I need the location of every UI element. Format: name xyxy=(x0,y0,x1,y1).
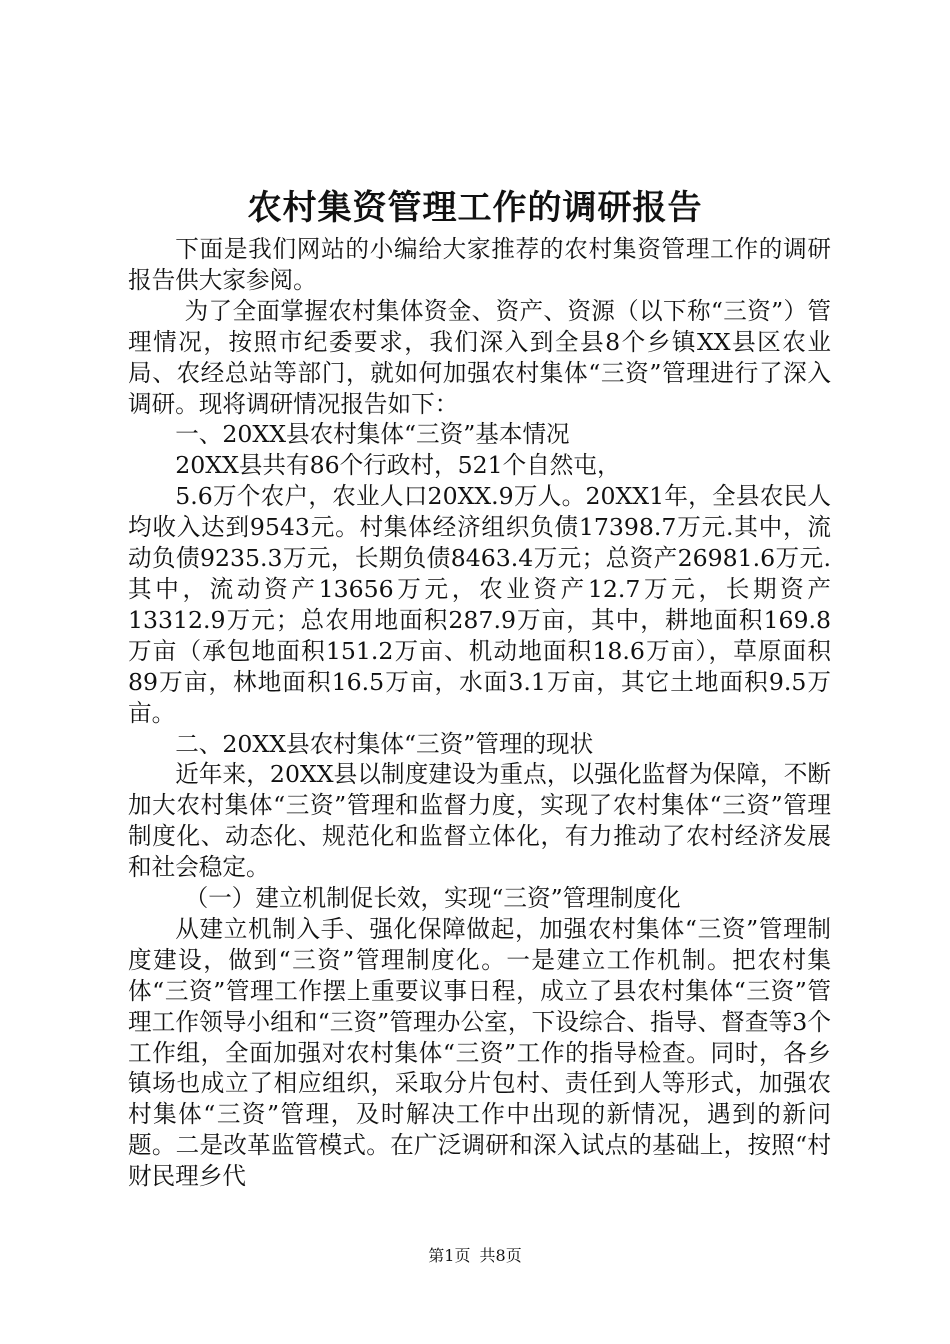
subsection-heading-1: （一）建立机制促长效，实现“三资”管理制度化 xyxy=(184,884,681,913)
document-title: 农村集资管理工作的调研报告 xyxy=(247,188,703,228)
page-number: 第1页 xyxy=(428,1246,471,1265)
page-total: 共8页 xyxy=(479,1246,522,1265)
paragraph-purpose: 为了全面掌握农村集体资金、资产、资源（以下称“三资”）管理情况，按照市纪委要求，我们深入到全县8个乡镇XX县区农业局、农经总站等部门，就如何加强农村集体“三资”管理进行了深入调研。现将调研情况报告如下： xyxy=(128,296,831,418)
paragraph-villages: 20XX县共有86个行政村，521个自然屯， xyxy=(175,451,621,480)
section-heading-2: 二、20XX县农村集体“三资”管理的现状 xyxy=(175,729,594,758)
paragraph-mechanism: 从建立机制入手、强化保障做起，加强农村集体“三资”管理制度建设，做到“三资”管理制度化。一是建立工作机制。把农村集体“三资”管理工作摆上重要议事日程，成立了县农村集体“三资”管理工作领导小组和“三资”管理办公室，下设综合、指导、督查等3个工作组，全面加强对农村集体“三资”工作的指导检查。同时，各乡镇场也成立了相应组织，采取分片包村、责任到人等形式，加强农村集体“三资”管理，及时解决工作中出现的新情况，遇到的新问题。二是改革监管模式。在广泛调研和深入试点的基础上，按照“村财民理乡代 xyxy=(128,914,831,1191)
paragraph-intro: 下面是我们网站的小编给大家推荐的农村集资管理工作的调研报告供大家参阅。 xyxy=(128,235,831,294)
paragraph-status: 近年来，20XX县以制度建设为重点，以强化监督为保障，不断加大农村集体“三资”管理和监督力度，实现了农村集体“三资”管理制度化、动态化、规范化和监督立体化，有力推动了农村经济发展和社会稳定。 xyxy=(128,760,831,882)
page-footer xyxy=(0,1244,950,1268)
section-heading-1: 一、20XX县农村集体“三资”基本情况 xyxy=(175,420,570,449)
document-body xyxy=(128,234,831,1192)
paragraph-statistics: 5.6万个农户，农业人口20XX.9万人。20XX1年，全县农民人均收入达到9543元。村集体经济组织负债17398.7万元.其中，流动负债9235.3万元，长期负债8463.4万元；总资产26981.6万元.其中，流动资产13656万元，农业资产12.7万元，长期资产13312.9万元；总农用地面积287.9万亩，其中，耕地面积169.8万亩（承包地面积151.2万亩、机动地面积18.6万亩），草原面积89万亩，林地面积16.5万亩，水面3.1万亩，其它土地面积9.5万亩。 xyxy=(128,482,831,727)
